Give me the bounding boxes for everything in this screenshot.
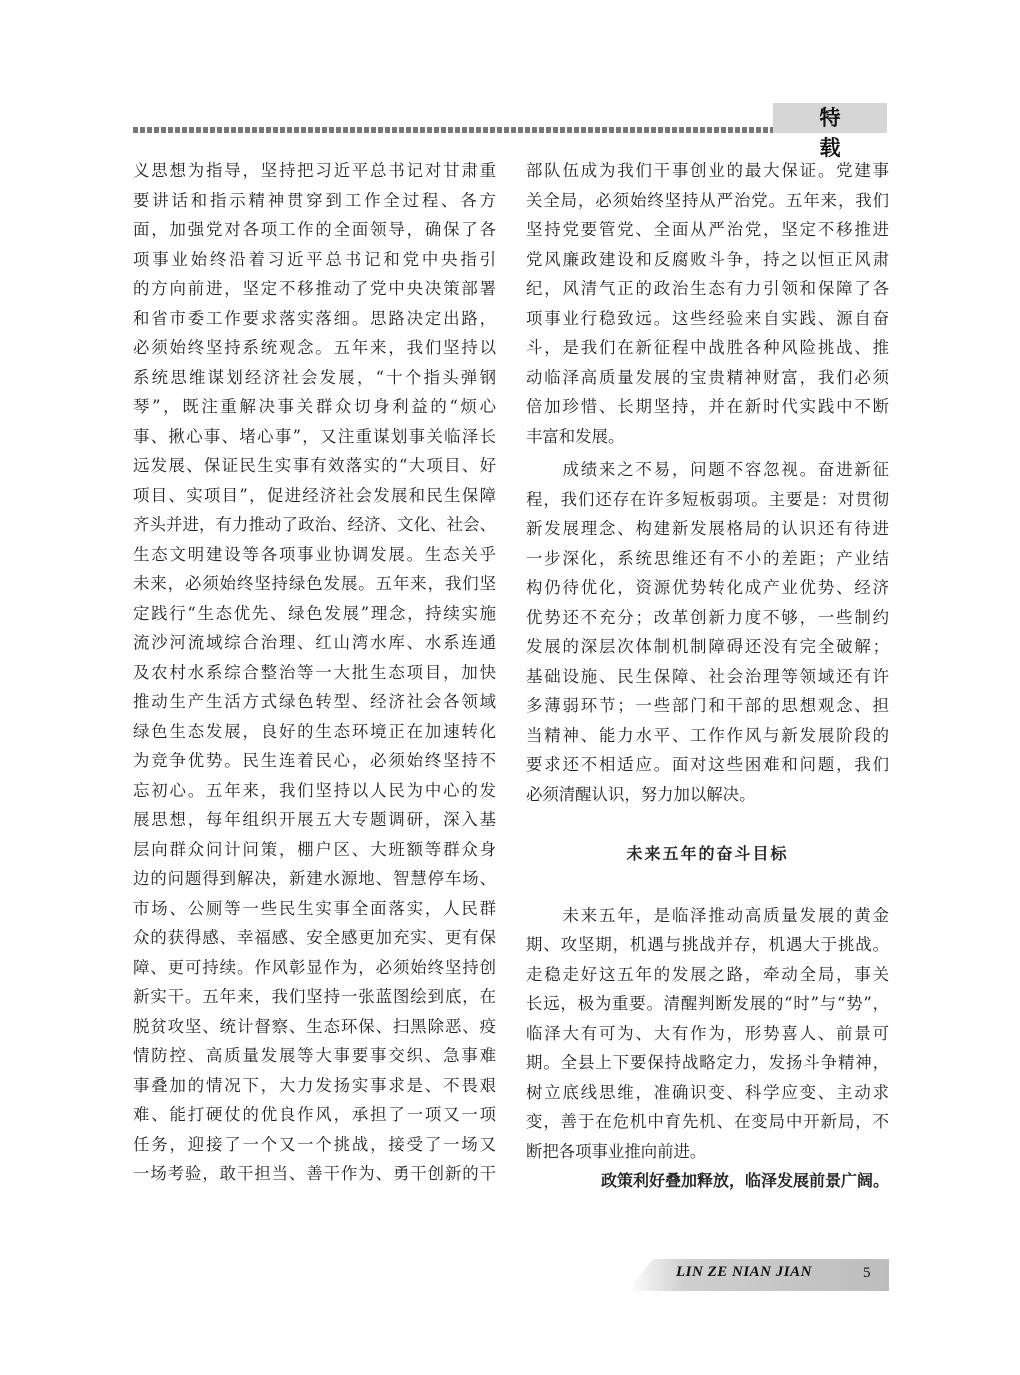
text-line: 生态文明建设等各项事业协调发展。生态关乎 [133, 544, 496, 564]
text-line: 义思想为指导，坚持把习近平总书记对甘肃重 [133, 161, 496, 180]
text-line: 构仍待优化，资源优势转化成产业优势、经济 [526, 578, 889, 597]
text-line: 一步深化，系统思维还有不小的差距；产业结 [526, 548, 889, 568]
text-line: 变，善于在危机中育先机、在变局中开新局，不 [526, 1112, 889, 1131]
text-line: 的方向前进，坚定不移推动了党中央决策部署 [133, 279, 496, 298]
section-tag: 特 载 [773, 103, 887, 133]
text-line: 必须始终坚持系统观念。五年来，我们坚持以 [133, 338, 496, 357]
text-line: 期、攻坚期，机遇与挑战并存，机遇大于挑战。 [526, 935, 889, 954]
text-line: 推动生产生活方式绿色转型、经济社会各领域 [133, 692, 496, 711]
text-line: 树立底线思维，准确识变、科学应变、主动求 [526, 1082, 889, 1102]
right-column [526, 156, 889, 1196]
text-line: 展思想，每年组织开展五大专题调研，深入基 [133, 810, 496, 829]
header-dotted-rule [133, 127, 773, 133]
text-line: 斗，是我们在新征程中战胜各种风险挑战、推 [526, 338, 889, 357]
text-line: 为竞争优势。民生连着民心，必须始终坚持不 [133, 751, 496, 770]
paragraph-party-building [526, 156, 889, 451]
text-line: 事叠加的情况下，大力发扬实事求是、不畏艰 [133, 1075, 496, 1095]
text-line: 项目、实项目”，促进经济社会发展和民生保障 [133, 485, 496, 505]
photo-caption: 政策利好叠加释放，临泽发展前景广阔。 [600, 1171, 889, 1190]
text-line: 动临泽高质量发展的宝贵精神财富，我们必须 [526, 367, 889, 387]
text-line: 系统思维谋划经济社会发展，“十个指头弹钢 [133, 367, 496, 387]
text-line: 要求还不相适应。面对这些困难和问题，我们 [526, 755, 889, 774]
paragraph-problems [526, 455, 889, 809]
text-line: 期。全县上下要保持战略定力，发扬斗争精神， [526, 1053, 889, 1072]
journal-name: LIN ZE NIAN JIAN [676, 1264, 812, 1280]
text-line: 一场考验，敢干担当、善干作为、勇干创新的干 [133, 1164, 496, 1183]
text-line: 边的问题得到解决，新建水源地、智慧停车场、 [133, 869, 496, 888]
text-line: 新发展理念、构建新发展格局的认识还有待进 [526, 519, 889, 538]
text-line: 临泽大有可为、大有作为，形势喜人、前景可 [526, 1023, 889, 1043]
text-line: 忘初心。五年来，我们坚持以人民为中心的发 [133, 780, 496, 800]
text-line: 定践行“生态优先、绿色发展”理念，持续实施 [133, 603, 496, 623]
text-line: 关全局，必须始终坚持从严治党。五年来，我们 [526, 190, 889, 210]
text-line: 当精神、能力水平、工作作风与新发展阶段的 [526, 725, 889, 745]
text-line: 倍加珍惜、长期坚持，并在新时代实践中不断 [526, 397, 889, 416]
text-line: 障、更可持续。作风彰显作为，必须始终坚持创 [133, 957, 496, 977]
text-line: 未来五年，是临泽推动高质量发展的黄金 [526, 905, 889, 925]
text-line: 任务，迎接了一个又一个挑战，接受了一场又 [133, 1134, 496, 1154]
text-line: 丰富和发展。 [526, 426, 625, 446]
text-line: 脱贫攻坚、统计督察、生态环保、扫黑除恶、疫 [133, 1016, 496, 1036]
text-line: 市场、公厕等一些民生实事全面落实，人民群 [133, 898, 496, 918]
text-line: 众的获得感、幸福感、安全感更加充实、更有保 [133, 928, 496, 947]
text-line: 必须清醒认识，努力加以解决。 [526, 784, 756, 804]
page-number: 5 [863, 1265, 871, 1281]
text-line: 多薄弱环节；一些部门和干部的思想观念、担 [526, 696, 889, 715]
text-line: 纪，风清气正的政治生态有力引领和保障了各 [526, 279, 889, 298]
text-line: 发展的深层次体制机制障碍还没有完全破解； [526, 637, 889, 656]
text-line: 走稳走好这五年的发展之路，牵动全局，事关 [526, 964, 889, 984]
text-line: 程，我们还存在许多短板弱项。主要是：对贯彻 [526, 489, 889, 509]
text-line: 绿色生态发展，良好的生态环境正在加速转化 [133, 721, 496, 741]
text-line: 事、揪心事、堵心事”，又注重谋划事关临泽长 [133, 426, 496, 446]
text-line: 难、能打硬仗的优良作风，承担了一项又一项 [133, 1105, 496, 1124]
text-line: 及农村水系综合整治等一大批生态项目，加快 [133, 662, 496, 682]
section-subheading: 未来五年的奋斗目标 [626, 844, 789, 863]
text-line: 成绩来之不易，问题不容忽视。奋进新征 [526, 460, 889, 479]
text-line: 基础设施、民生保障、社会治理等领域还有许 [526, 666, 889, 686]
text-line: 党风廉政建设和反腐败斗争，持之以恒正风肃 [526, 249, 889, 269]
text-line: 长远，极为重要。清醒判断发展的“时”与“势”， [526, 994, 889, 1013]
text-line: 流沙河流域综合治理、红山湾水库、水系连通 [133, 633, 496, 652]
text-line: 坚持党要管党、全面从严治党，坚定不移推进 [526, 220, 889, 239]
paragraph-future-goals [526, 901, 889, 1167]
text-line: 未来，必须始终坚持绿色发展。五年来，我们坚 [133, 574, 496, 593]
text-line: 优势还不充分；改革创新力度不够，一些制约 [526, 607, 889, 627]
text-line: 和省市委工作要求落实落细。思路决定出路， [133, 308, 496, 328]
text-line: 情防控、高质量发展等大事要事交织、急事难 [133, 1046, 496, 1065]
text-line: 新实干。五年来，我们坚持一张蓝图绘到底，在 [133, 987, 496, 1006]
text-line: 面，加强党对各项工作的全面领导，确保了各 [133, 220, 496, 239]
text-line: 项事业行稳致远。这些经验来自实践、源自奋 [526, 308, 889, 328]
text-line: 层向群众问计问策，棚户区、大班额等群众身 [133, 839, 496, 859]
text-line: 琴”，既注重解决事关群众切身利益的“烦心 [133, 397, 496, 416]
text-line: 断把各项事业推向前进。 [526, 1141, 707, 1161]
text-line: 远发展、保证民生实事有效落实的“大项目、好 [133, 456, 496, 475]
text-line: 齐头并进，有力推动了政治、经济、文化、社会、 [133, 515, 496, 534]
text-line: 项事业始终沿着习近平总书记和党中央指引 [133, 249, 496, 269]
text-line: 部队伍成为我们干事创业的最大保证。党建事 [526, 161, 889, 180]
left-column [133, 156, 496, 1189]
text-line: 要讲话和指示精神贯穿到工作全过程、各方 [133, 190, 496, 210]
